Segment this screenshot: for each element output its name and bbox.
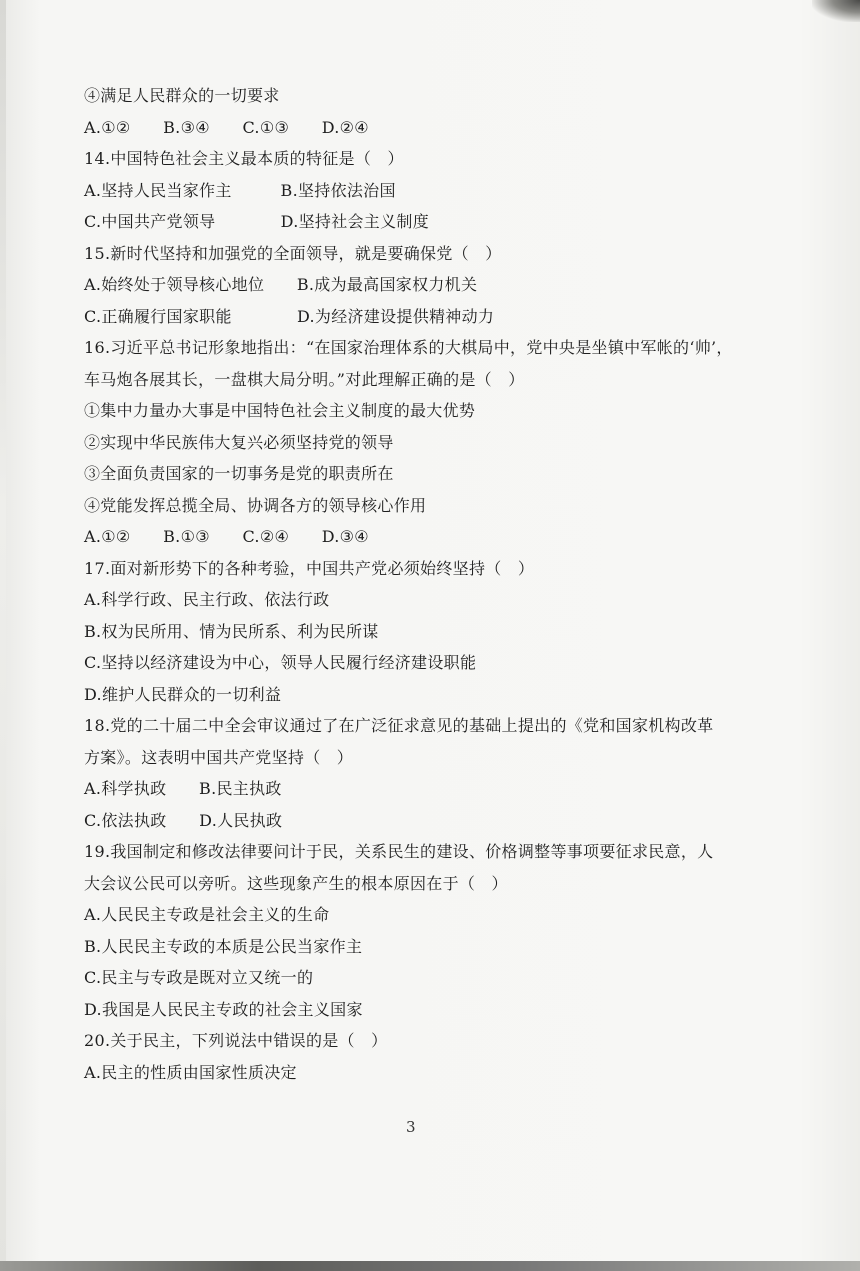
q16-statement-3: ③全面负责国家的一切事务是党的职责所在: [84, 464, 394, 483]
q15-options-cd: C.正确履行国家职能 D.为经济建设提供精神动力: [84, 306, 495, 326]
page-number: 3: [406, 1118, 416, 1136]
q18-stem-line-1: 18.党的二十届二中全会审议通过了在广泛征求意见的基础上提出的《党和国家机构改革: [84, 716, 714, 735]
q14-options-cd: C.中国共产党领导 D.坚持社会主义制度: [84, 212, 430, 231]
q16-statement-2: ②实现中华民族伟大复兴必须坚持党的领导: [84, 432, 394, 452]
q17-option-c: C.坚持以经济建设为中心，领导人民履行经济建设职能: [84, 653, 477, 672]
scan-edge-left: [0, 0, 6, 1271]
q14-options-ab: A.坚持人民当家作主 B.坚持依法治国: [84, 180, 396, 200]
q13-option-4: ④满足人民群众的一切要求: [84, 86, 280, 105]
q19-option-a: A.人民民主专政是社会主义的生命: [84, 905, 330, 924]
q19-stem-line-2: 大会议公民可以旁听。这些现象产生的根本原因在于（ ）: [84, 873, 508, 893]
q18-options-ab: A.科学执政 B.民主执政: [84, 779, 282, 798]
q15-stem: 15.新时代坚持和加强党的全面领导，就是要确保党（ ）: [84, 243, 502, 263]
q20-option-a: A.民主的性质由国家性质决定: [84, 1062, 297, 1082]
q17-option-d: D.维护人民群众的一切利益: [84, 684, 282, 704]
q18-stem-line-2: 方案》。这表明中国共产党坚持（ ）: [84, 747, 354, 767]
question-text-block: [84, 80, 784, 1088]
q13-answer-choices: A.①② B.③④ C.①③ D.②④: [84, 117, 369, 137]
q16-answer-choices: A.①② B.①③ C.②④ D.③④: [84, 527, 369, 546]
q16-stem-line-2: 车马炮各展其长，一盘棋大局分明。”对此理解正确的是（ ）: [84, 369, 525, 389]
q19-option-d: D.我国是人民民主专政的社会主义国家: [84, 999, 363, 1019]
q16-stem-line-1: 16.习近平总书记形象地指出：“在国家治理体系的大棋局中，党中央是坐镇中军帐的‘帅’，: [84, 338, 733, 357]
q20-stem: 20.关于民主，下列说法中错误的是（ ）: [84, 1031, 388, 1050]
q16-statement-1: ①集中力量办大事是中国特色社会主义制度的最大优势: [84, 401, 476, 420]
q17-stem: 17.面对新形势下的各种考验，中国共产党必须始终坚持（ ）: [84, 558, 535, 578]
q18-options-cd: C.依法执政 D.人民执政: [84, 810, 283, 830]
q16-statement-4: ④党能发挥总揽全局、协调各方的领导核心作用: [84, 495, 427, 515]
q17-option-b: B.权为民所用、情为民所系、利为民所谋: [84, 621, 379, 641]
q19-stem-line-1: 19.我国制定和修改法律要问计于民，关系民生的建设、价格调整等事项要征求民意，人: [84, 842, 714, 861]
q19-option-c: C.民主与专政是既对立又统一的: [84, 968, 314, 987]
scan-edge-bottom: [0, 1261, 860, 1271]
scan-shadow-corner: [812, 0, 860, 22]
q15-options-ab: A.始终处于领导核心地位 B.成为最高国家权力机关: [84, 275, 478, 294]
q19-option-b: B.人民民主专政的本质是公民当家作主: [84, 936, 363, 956]
q14-stem: 14.中国特色社会主义最本质的特征是（ ）: [84, 149, 404, 168]
q17-option-a: A.科学行政、民主行政、依法行政: [84, 590, 330, 609]
